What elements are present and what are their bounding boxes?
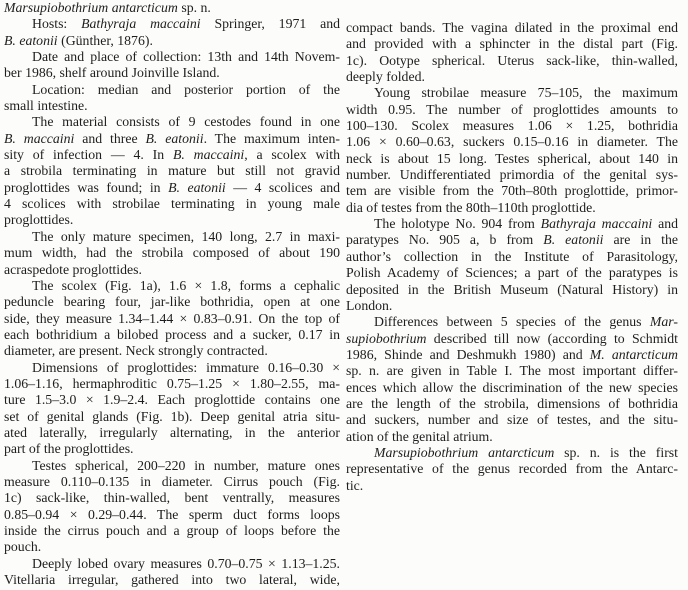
text-line [346, 69, 678, 85]
text-line [4, 572, 340, 588]
text-segment: 1c) sack-like, thin-walled, bent ventrally, measures [4, 490, 340, 506]
text-line [346, 445, 678, 461]
text-segment: tem are visible from the 70th–80th proglottide, primor- [346, 183, 678, 199]
text-line [4, 212, 340, 228]
text-segment: part of the proglottides. [4, 441, 134, 457]
text-segment: sp. n. are given in Table I. The most important differ- [346, 363, 678, 379]
text-line [4, 376, 340, 392]
text-segment: 4 scolices with strobilae terminating in young male [4, 196, 340, 212]
italic-text: B. maccaini [172, 147, 245, 163]
text-line [4, 33, 340, 49]
italic-text: Bathyraja maccaini [540, 216, 653, 232]
text-segment: (Günther, 1876). [57, 32, 153, 48]
text-line [4, 392, 340, 408]
text-segment: The material consists of 9 cestodes found in one [32, 114, 340, 130]
text-segment: Dimensions of proglottides: immature 0.16–0.30 × [32, 359, 340, 375]
text-line [4, 360, 340, 376]
paragraph [4, 82, 340, 115]
text-line [346, 232, 678, 248]
text-segment: The scolex (Fig. 1a), 1.6 × 1.8, forms a cephalic [32, 277, 340, 293]
text-line [4, 490, 340, 506]
text-segment: sp. n. [177, 0, 211, 15]
text-segment: — 4 scolices and [225, 179, 340, 195]
text-segment: width 0.95. The number of proglottides amounts to [346, 101, 678, 117]
text-line [346, 429, 678, 445]
paragraph [346, 314, 678, 445]
text-segment: The only mature specimen, 140 long, 2.7 in maxi- [32, 228, 340, 244]
text-segment: diameter, are present. Neck strongly contracted. [4, 343, 268, 359]
text-line [4, 311, 340, 327]
text-segment: proglottides. [4, 212, 74, 228]
text-line [346, 36, 678, 52]
text-segment: set of genital glands (Fig. 1b). Deep genital atria situ- [4, 408, 340, 424]
text-line [4, 49, 340, 65]
paragraph [346, 85, 678, 216]
text-segment: Hosts: [32, 16, 82, 32]
text-line [4, 245, 340, 261]
paragraph [4, 229, 340, 278]
text-segment: . The maximum inten- [203, 130, 340, 146]
paragraph [346, 445, 678, 494]
text-segment: ences which allow the discrimination of the new species [346, 379, 678, 395]
italic-text: B. maccaini [4, 130, 75, 146]
paragraph [4, 114, 340, 228]
paragraph [4, 458, 340, 556]
text-line [4, 343, 340, 359]
paragraph [4, 556, 340, 589]
text-segment: Springer, 1971 and [200, 16, 340, 32]
text-line [346, 151, 678, 167]
text-line [346, 478, 678, 494]
text-line [346, 102, 678, 118]
text-line [346, 331, 678, 347]
text-line [4, 425, 340, 441]
text-segment: sp. n. is the first [554, 444, 678, 460]
text-segment: inside the cirrus pouch and a group of loops before the [4, 523, 340, 538]
italic-text: B. eatonii [543, 232, 604, 248]
text-line [4, 229, 340, 245]
italic-text: Mar- [649, 314, 678, 330]
text-line [346, 85, 678, 101]
text-line [4, 147, 340, 163]
text-segment: deposited in the British Museum (Natural History) in [346, 281, 678, 297]
italic-text: M. antarcticum [589, 346, 678, 362]
text-segment: and [652, 216, 678, 232]
text-segment: The holotype No. 904 from [374, 216, 541, 232]
left-text-column [4, 0, 340, 588]
text-segment: Location: median and posterior portion of the [32, 81, 340, 97]
text-line [4, 98, 340, 114]
text-line [346, 298, 678, 314]
text-segment: Testes spherical, 200–220 in number, mature ones [32, 457, 340, 473]
text-segment: compact bands. The vagina dilated in the proximal end [346, 20, 678, 35]
text-line [4, 441, 340, 457]
text-line [346, 265, 678, 281]
text-line [4, 523, 340, 539]
text-line [4, 474, 340, 490]
text-line [346, 363, 678, 379]
text-line [346, 167, 678, 183]
text-segment: are the length of the strobila, dimensions of bothridia [346, 395, 678, 411]
text-segment: 1.06–1.16, hermaphroditic 0.75–1.25 × 1.80–2.55, ma- [4, 375, 340, 391]
text-segment: mum width, had the strobila composed of about 190 [4, 245, 340, 261]
text-line [346, 118, 678, 134]
text-line [4, 556, 340, 572]
text-line [346, 200, 678, 216]
text-segment: Polish Academy of Sciences; a part of the paratypes is [346, 265, 678, 281]
text-line [346, 347, 678, 363]
right-text-column [346, 20, 678, 494]
text-line [346, 282, 678, 298]
text-segment: 1.06 × 0.60–0.63, suckers 0.15–0.16 in diameter. The [346, 134, 678, 150]
text-line [346, 314, 678, 330]
text-segment: ated laterally, irregularly alternating, in the anterior [4, 424, 340, 440]
text-segment: 0.85–0.94 × 0.29–0.44. The sperm duct forms loops [4, 506, 340, 522]
text-line [4, 278, 340, 294]
text-segment: Deeply lobed ovary measures 0.70–0.75 × 1.13–1.25. [32, 555, 340, 571]
text-line [346, 461, 678, 477]
text-line [4, 539, 340, 555]
text-segment: and provided with a sphincter in the distal part (Fig. [346, 36, 678, 52]
text-segment: tic. [346, 477, 364, 493]
text-segment: 1c). Ootype spherical. Uterus sack-like, thin-walled, [346, 52, 678, 68]
paragraph [346, 216, 678, 314]
text-segment: ber 1986, shelf around Joinville Island. [4, 65, 220, 81]
italic-text: supiobothrium [346, 330, 427, 346]
text-segment: dia of testes from the 80th–110th proglottide. [346, 199, 596, 215]
text-segment: are in the [603, 232, 678, 248]
paragraph [4, 49, 340, 82]
text-line [4, 196, 340, 212]
text-line [4, 16, 340, 32]
italic-text: B. eatonii [4, 32, 58, 48]
text-line [4, 114, 340, 130]
text-segment: neck is about 15 long. Testes spherical, about 140 in [346, 150, 678, 166]
text-line [4, 507, 340, 523]
text-segment: author’s collection in the Institute of Parasitology, [346, 248, 678, 264]
text-line [4, 327, 340, 343]
text-segment: Differences between 5 species of the genus [374, 314, 650, 330]
text-line [4, 180, 340, 196]
italic-text: Bathyraja maccaini [81, 16, 201, 32]
text-line [4, 294, 340, 310]
paragraph [4, 360, 340, 458]
text-segment: Date and place of collection: 13th and 14th Novem- [32, 49, 340, 65]
text-segment: 1986, Shinde and Deshmukh 1980) and [346, 346, 590, 362]
italic-text: Marsupiobothrium antarcticum [4, 0, 178, 15]
text-segment: ture 1.5–3.0 × 1.9–2.4. Each proglottide contains one [4, 392, 340, 408]
text-segment: ation of the genital atrium. [346, 428, 493, 444]
text-segment: a strobila terminating in mature but still not gravid [4, 163, 340, 179]
text-segment: and suckers, number and size of testes, and the situ- [346, 412, 678, 428]
text-segment: deeply folded. [346, 69, 425, 85]
italic-text: B. eatonii [145, 130, 204, 146]
text-line [346, 134, 678, 150]
text-segment: pouch. [4, 539, 42, 555]
text-segment: 100–130. Scolex measures 1.06 × 1.25, bothridia [346, 118, 678, 134]
text-line [4, 82, 340, 98]
text-line [346, 53, 678, 69]
text-segment: side, they measure 1.34–1.44 × 0.83–0.91. On the top of [4, 310, 340, 326]
text-line [4, 65, 340, 81]
text-segment: , a scolex with [244, 147, 340, 163]
text-segment: and three [74, 130, 146, 146]
text-segment: sity of infection — 4. In [4, 147, 173, 163]
text-line [4, 0, 340, 16]
text-segment: acraspedote proglottides. [4, 261, 142, 277]
paragraph [4, 16, 340, 49]
italic-text: B. eatonii [168, 179, 226, 195]
paragraph [346, 20, 678, 85]
text-line [4, 163, 340, 179]
text-line [346, 249, 678, 265]
text-line [4, 131, 340, 147]
text-segment: representative of the genus recorded from the Antarc- [346, 461, 678, 477]
text-line [346, 216, 678, 232]
text-line [4, 458, 340, 474]
text-segment: measure 0.110–0.135 in diameter. Cirrus pouch (Fig. [4, 473, 340, 489]
text-line [346, 396, 678, 412]
paragraph [4, 278, 340, 360]
text-segment: paratypes No. 905 a, b from [346, 232, 544, 248]
text-segment: each bothridium a bilobed process and a sucker, 0.17 in [4, 326, 340, 342]
text-line [4, 409, 340, 425]
text-segment: peduncle bearing four, jar-like bothridia, open at one [4, 294, 340, 310]
text-segment: Vitellaria irregular, gathered into two lateral, wide, [4, 572, 340, 588]
text-line [4, 262, 340, 278]
text-segment: number. Undifferentiated primordia of the genital sys- [346, 167, 678, 183]
text-segment: London. [346, 297, 393, 313]
text-segment: Young strobilae measure 75–105, the maximum [374, 85, 678, 101]
text-segment: described till now (according to Schmidt [426, 330, 678, 346]
text-line [346, 183, 678, 199]
paragraph [4, 0, 340, 16]
italic-text: Marsupiobothrium antarcticum [374, 444, 555, 460]
text-segment: small intestine. [4, 98, 88, 114]
text-line [346, 20, 678, 36]
text-segment: proglottides was found; in [4, 179, 169, 195]
text-line [346, 412, 678, 428]
text-line [346, 380, 678, 396]
